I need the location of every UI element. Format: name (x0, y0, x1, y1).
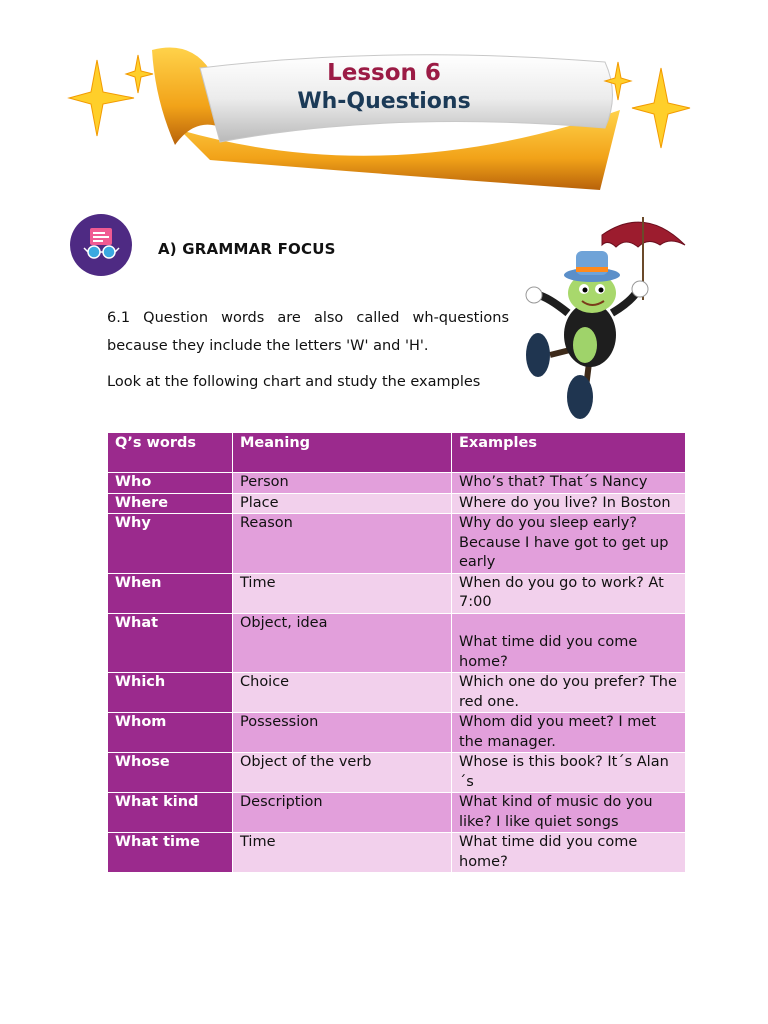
lesson-number: Lesson 6 (327, 60, 441, 86)
reading-glasses-icon (70, 214, 132, 276)
example-cell: Why do you sleep early? Because I have got to get up early (452, 514, 686, 574)
meaning-cell: Time (233, 833, 452, 873)
table-row (108, 713, 686, 753)
example-cell: Which one do you prefer? The red one. (452, 673, 686, 713)
section-title: A) GRAMMAR FOCUS (158, 240, 336, 258)
meaning-cell: Possession (233, 713, 452, 753)
meaning-cell: Choice (233, 673, 452, 713)
meaning-cell: Description (233, 793, 452, 833)
example-cell: Whose is this book? It´s Alan ´s (452, 753, 686, 793)
question-word: What time (108, 833, 233, 873)
column-header-meaning: Meaning (233, 433, 452, 473)
wh-questions-table (107, 432, 686, 873)
example-cell: Where do you live? In Boston (452, 493, 686, 514)
table-row (108, 473, 686, 494)
meaning-cell: Reason (233, 514, 452, 574)
question-word: Who (108, 473, 233, 494)
question-word: What (108, 613, 233, 673)
table-row (108, 573, 686, 613)
example-text: What time did you come home? (459, 634, 638, 670)
example-cell: Who’s that? That´s Nancy (452, 473, 686, 494)
table-header-row (108, 433, 686, 473)
table-row (108, 833, 686, 873)
meaning-cell: Object, idea (233, 613, 452, 673)
example-cell: Whom did you meet? I met the manager. (452, 713, 686, 753)
meaning-cell: Place (233, 493, 452, 514)
question-word: Whom (108, 713, 233, 753)
instruction-paragraph: Look at the following chart and study the examples (107, 374, 481, 390)
table-row (108, 753, 686, 793)
question-word: Whose (108, 753, 233, 793)
table-row (108, 493, 686, 514)
example-cell: What kind of music do you like? I like quiet songs (452, 793, 686, 833)
table-row (108, 793, 686, 833)
column-header-q-words: Q’s words (108, 433, 233, 473)
column-header-examples: Examples (452, 433, 686, 473)
table-row (108, 514, 686, 574)
question-word: What kind (108, 793, 233, 833)
question-word: Where (108, 493, 233, 514)
meaning-cell: Time (233, 573, 452, 613)
lesson-topic: Wh-Questions (297, 89, 471, 114)
table-row (108, 613, 686, 673)
intro-paragraph: 6.1 Question words are also called wh-questions because they include the letters 'W' and 'H'. (107, 310, 509, 354)
table-row (108, 673, 686, 713)
question-word: Which (108, 673, 233, 713)
example-cell: When do you go to work? At 7:00 (452, 573, 686, 613)
example-cell (452, 613, 686, 673)
question-word: When (108, 573, 233, 613)
meaning-cell: Person (233, 473, 452, 494)
meaning-cell: Object of the verb (233, 753, 452, 793)
cricket-mascot-illustration (520, 205, 690, 430)
question-word: Why (108, 514, 233, 574)
example-cell: What time did you come home? (452, 833, 686, 873)
